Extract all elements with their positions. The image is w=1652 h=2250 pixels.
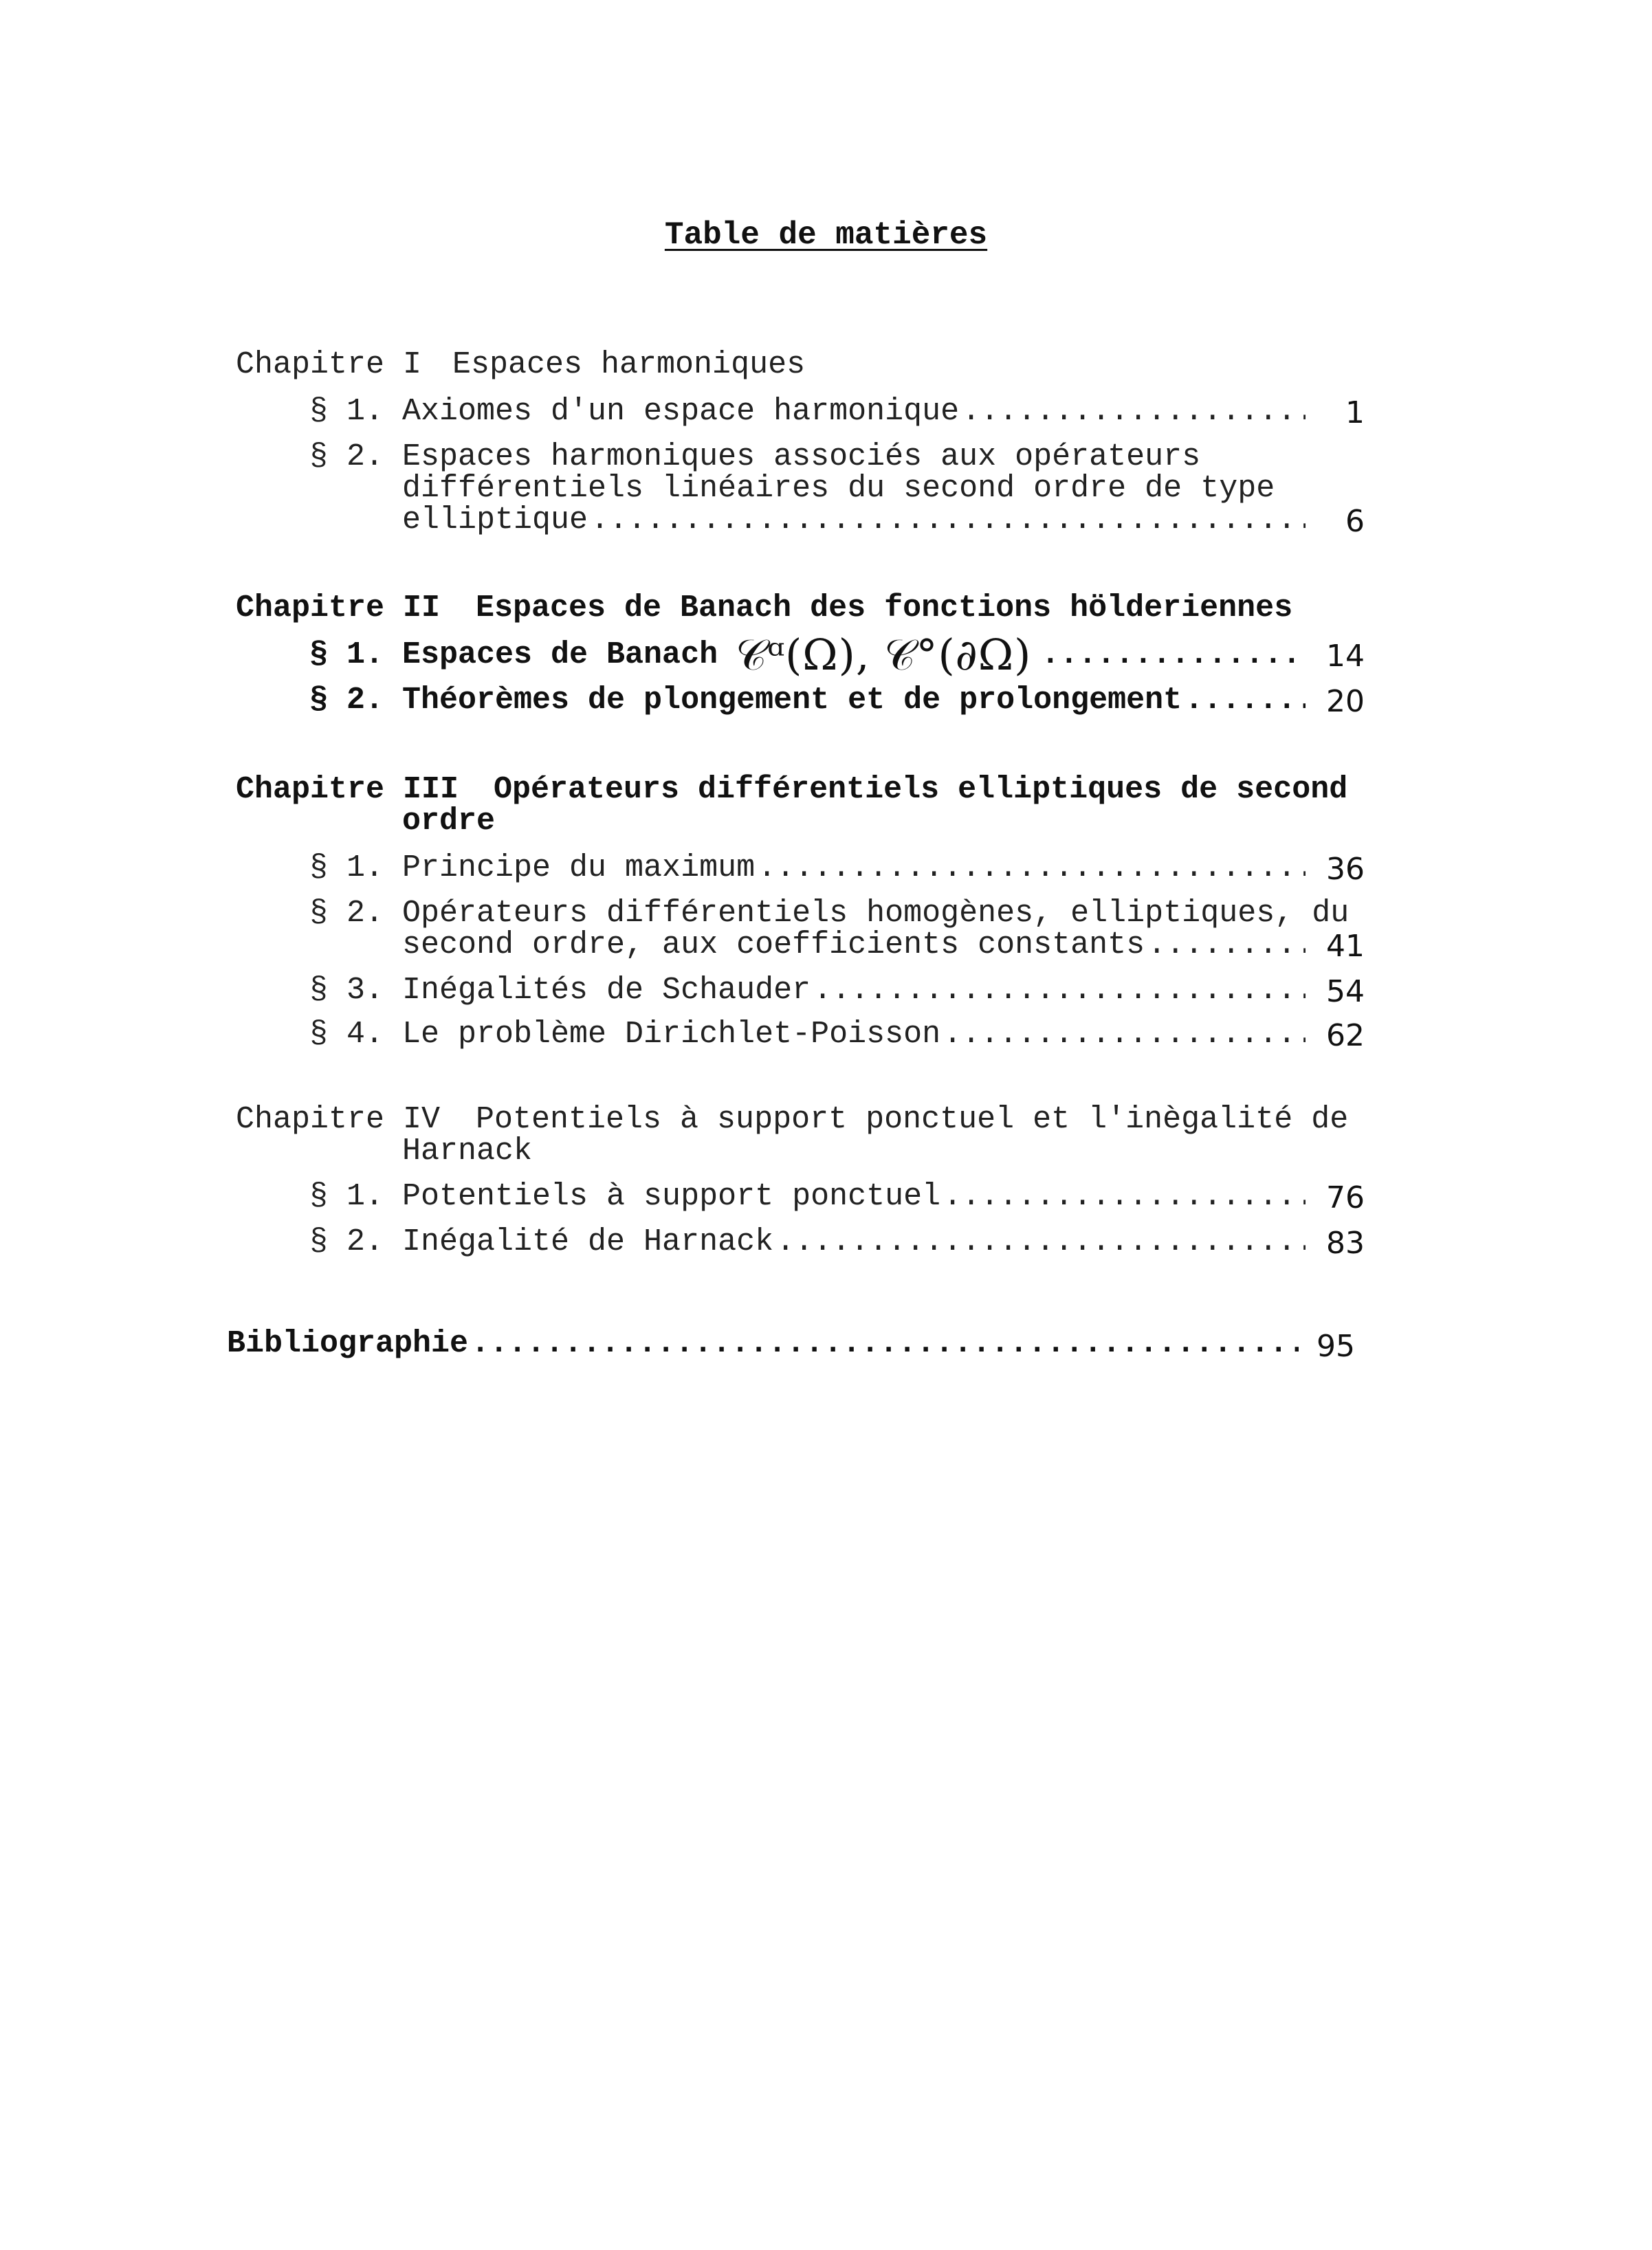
dot-leader	[943, 1019, 1306, 1050]
page-number: 83	[1326, 1226, 1365, 1261]
page-number: 1	[1345, 395, 1365, 430]
dot-leader	[758, 852, 1306, 884]
toc-entry[interactable]	[402, 1019, 1308, 1050]
page-number: 6	[1345, 504, 1365, 539]
section-title: Inégalité de Harnack	[402, 1224, 774, 1259]
toc-entry[interactable]	[402, 975, 1308, 1006]
section-title-line: elliptique	[402, 503, 588, 538]
section-title: Principe du maximum	[402, 850, 756, 885]
dot-leader	[813, 975, 1306, 1006]
page-number: 14	[1326, 639, 1365, 674]
dot-leader	[943, 1181, 1306, 1213]
dot-leader	[1147, 929, 1306, 961]
toc-entry[interactable]	[402, 1226, 1308, 1258]
section-number: § 3.	[309, 973, 384, 1008]
chapter-label: Chapitre I	[236, 347, 422, 382]
chapter-label: Chapitre IV	[236, 1102, 441, 1137]
section-title-line: différentiels linéaires du second ordre de type	[402, 471, 1275, 506]
section-title: Inégalités de Schauder	[402, 973, 811, 1008]
section-number: § 1.	[309, 394, 384, 429]
section-title: Potentiels à support ponctuel	[402, 1179, 941, 1214]
page-number: 54	[1326, 974, 1365, 1009]
toc-entry[interactable]	[402, 1181, 1308, 1213]
dot-leader	[591, 505, 1306, 536]
chapter-title-line: Harnack	[402, 1134, 533, 1169]
chapter-label: Chapitre II	[236, 591, 441, 626]
section-number: § 2.	[309, 439, 384, 474]
page-number: 95	[1317, 1329, 1355, 1364]
chapter-label: Chapitre III	[236, 772, 459, 807]
section-number: § 2.	[309, 896, 384, 931]
section-number: § 1.	[309, 850, 384, 885]
math-formula: 𝒞ᵅ(Ω), 𝒞°(∂Ω)	[736, 630, 1032, 680]
section-title: Axiomes d'un espace harmonique	[402, 394, 960, 429]
section-number: § 1.	[309, 1179, 384, 1214]
section-number: § 2.	[309, 1224, 384, 1259]
section-title: Le problème Dirichlet-Poisson	[402, 1017, 941, 1052]
page-number: 62	[1326, 1018, 1365, 1053]
chapter-title-line: Potentiels à support ponctuel et l'inègalité de	[476, 1102, 1349, 1137]
dot-leader	[471, 1328, 1299, 1360]
section-number: § 2.	[309, 683, 384, 718]
section-title-line: second ordre, aux coefficients constants	[402, 927, 1145, 962]
toc-entry[interactable]	[402, 630, 1308, 680]
section-title-line: Espaces harmoniques associés aux opérateurs	[402, 439, 1201, 474]
page-number: 41	[1326, 929, 1365, 964]
section-number: § 1.	[309, 637, 384, 672]
dot-leader	[1185, 685, 1306, 716]
dot-leader	[962, 396, 1306, 428]
page-number: 36	[1326, 852, 1365, 887]
toc-entry[interactable]	[227, 1328, 1301, 1360]
toc-entry[interactable]	[402, 505, 1308, 536]
chapter-title: Espaces harmoniques	[452, 347, 806, 382]
chapter-title-line: ordre	[402, 804, 496, 839]
section-title: Théorèmes de plongement et de prolongement	[402, 683, 1182, 718]
dot-leader	[776, 1226, 1306, 1258]
chapter-title: Espaces de Banach des fonctions hölderiennes	[476, 591, 1293, 626]
chapter-title-line: Opérateurs différentiels elliptiques de second	[494, 772, 1348, 807]
page-number: 20	[1326, 684, 1365, 719]
dot-leader	[1041, 639, 1306, 671]
toc-entry[interactable]	[402, 929, 1308, 961]
section-title-line: Opérateurs différentiels homogènes, elliptiques, du	[402, 896, 1350, 931]
toc-entry[interactable]	[402, 396, 1308, 428]
page-number: 76	[1326, 1180, 1365, 1215]
page-title: Table de matières	[664, 217, 988, 253]
section-number: § 4.	[309, 1017, 384, 1052]
toc-entry[interactable]	[402, 685, 1308, 716]
bibliography-label: Bibliographie	[227, 1326, 469, 1361]
section-title: Espaces de Banach	[402, 637, 718, 672]
toc-entry[interactable]	[402, 852, 1308, 884]
